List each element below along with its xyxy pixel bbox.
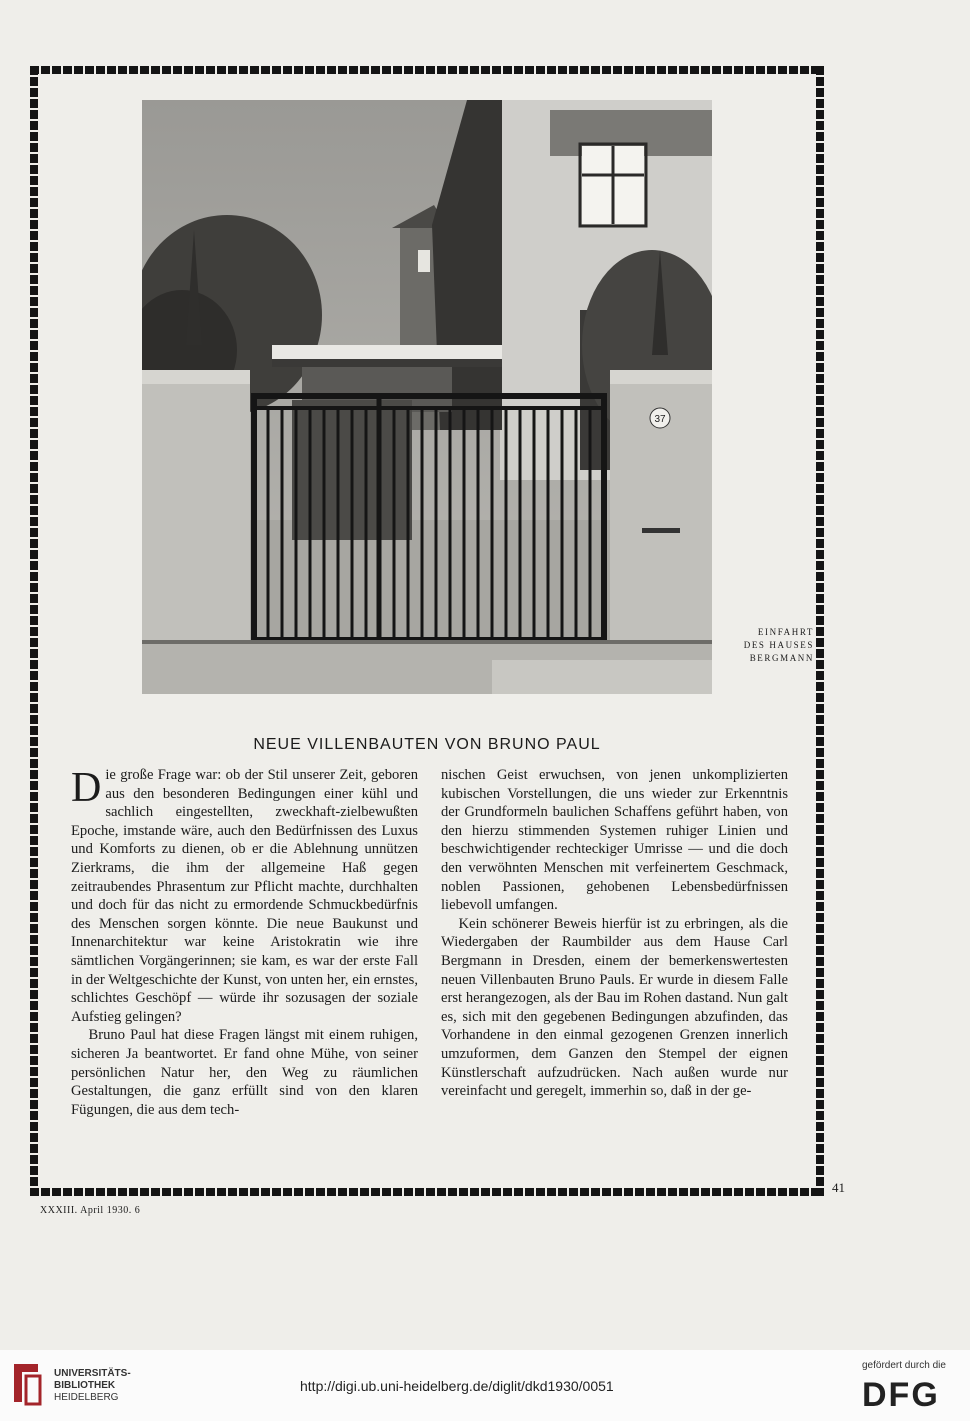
library-name-line: BIBLIOTHEK (54, 1380, 116, 1391)
volume-line: XXXIII. April 1930. 6 (40, 1205, 141, 1216)
library-name-line: HEIDELBERG (54, 1392, 119, 1403)
library-name (54, 1368, 131, 1404)
entrance-photo (142, 100, 712, 694)
caption-line: EINFAHRT (757, 627, 814, 637)
photo-illustration (142, 100, 712, 694)
paragraph: Kein schönerer Beweis hierfür ist zu erbringen, als die Wiedergaben der Raumbilder aus dem Hause Carl Bergmann in Dresden, einem der bemerkenswertesten neuen Villenbauten Bruno Pauls. Er wurde in diesem Falle erst herangezogen, als der Bau im Rohen dastand. Nun galt es, sich mit den gegebenen Bedingungen abzufinden, das Vorhandene in den einmal gezogenen Grenzen innerlich umzuformen, dem Ganzen den Stempel der eignen Künstlerschaft aufzudrücken. Nach außen wurde nur vereinfacht und geregelt, immerhin so, daß in der ge- (441, 915, 788, 1100)
drop-cap: D (71, 765, 102, 811)
text-column-right (441, 766, 788, 1101)
paragraph: nischen Geist erwuchsen, von jenen unkomplizierten kubischen Vorstellungen, die uns wieder zur Erkenntnis der Grundformeln baulichen Schaffens geführt haben, von den hierzu stimmenden Systemen ruhiger Linien und beschwichtigender rechteckiger Umrisse — und die doch den verwöhnten Menschen mit verfeinertem Geschmack, noblen Passionen, gehobenen Lebensbedürfnissen liebevoll umfangen. (441, 767, 788, 914)
border-left (30, 66, 38, 1196)
page-number: 41 (832, 1180, 845, 1195)
library-logo-icon (12, 1362, 42, 1406)
border-bottom (30, 1188, 824, 1196)
border-top (30, 66, 824, 74)
source-url-link[interactable]: http://digi.ub.uni-heidelberg.de/diglit/dkd1930/0051 (300, 1378, 614, 1394)
caption-line: BERGMANN (749, 653, 814, 663)
digitization-footer (0, 1350, 970, 1421)
funded-by-label: gefördert durch die (862, 1360, 946, 1371)
border-right (816, 66, 824, 1196)
paragraph (71, 766, 418, 1026)
dfg-logo: DFG (862, 1376, 940, 1414)
article-title: NEUE VILLENBAUTEN VON BRUNO PAUL (253, 736, 601, 753)
caption-line: DES HAUSES (743, 640, 814, 650)
paragraph: Bruno Paul hat diese Fragen längst mit einem ruhigen, sicheren Ja beantwortet. Er fand ohne Mühe, von seiner persönlichen Natur her, den Weg zu räumlichen Gestaltungen, die ganz erfüllt sind von den klaren Fügungen, die aus dem tech- (71, 1027, 418, 1118)
text-column-left (71, 766, 418, 1119)
photo-caption (720, 626, 814, 665)
house-number: 37 (654, 414, 666, 425)
library-name-line: UNIVERSITÄTS- (54, 1368, 131, 1379)
paragraph-text: ie große Frage war: ob der Stil unserer Zeit, geboren aus den besonderen Bedingungen einer kühl und sachlich eingestellten, zweckhaft-zielbewußten Epoche, imstande wäre, auch den Bedürfnissen des Luxus und Komforts zu dienen, ob er die Ablehnung unnützen Zierkrams, die ihm der allgemeine Haß gegen zeitraubendes Phrasentum zur Pflicht machte, durchhalten und doch für das nicht zu ermordende Schmuckbedürfnis des Menschen sorgen könnte. Die neue Baukunst und Innenarchitektur war keine Aristokratin wie ihre sämtlichen Vorgängerinnen; sie kam, es war der erste Fall in der Weltgeschichte der Kunst, von unten her, ein ernstes, schlichtes Geschöpf — würde ihr sozusagen der soziale Aufstieg gelingen? (71, 767, 418, 1025)
